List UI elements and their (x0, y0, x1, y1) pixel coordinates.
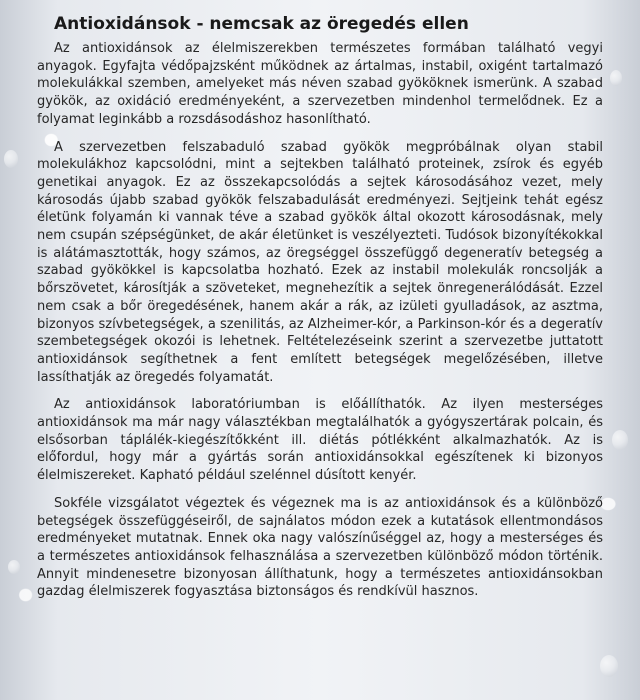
article-paragraph: A szervezetben felszabaduló szabad gyökök megpróbálnak olyan stabil molekulákhoz kapcsolódni, mint a sejtekben található proteinek, zsírok és egyéb genetikai anyagok. Ez az összekapcsolódás a sejtek károsodásához vezet, mely károsodás újabb szabad gyökök felszabadulását eredményezi. Sejtjeink tehát egész életünk folyamán ki vannak téve a szabad gyökök által okozott károsodásnak, mely nem csupán szépségünket, de akár életünket is veszélyezteti. Tudósok bizonyítékokkal is alátámasztották, hogy számos, az öregséggel összefüggő degeneratív betegség a szabad gyökökkel is kapcsolatba hozható. Ezek az instabil molekulák roncsolják a bőrszövetet, károsítják a szöveteket, megnehezítik a sejtek önregenerálódását. Ezzel nem csak a bőr öregedésének, hanem akár a rák, az izületi gyulladások, az asztma, bizonyos szívbetegségek, a szenilitás, az Alzheimer-kór, a Parkinson-kór és a degeratív szembetegségek okozói is lehetnek. Feltételezéseink szerint a szervezetbe juttatott antioxidánsok segíthetnek a fent említett betegségek megelőzésében, illetve lassíthatják az öregedés folyamatát. (37, 139, 603, 385)
water-droplet-decoration (8, 560, 20, 574)
article-paragraph: Az antioxidánsok laboratóriumban is előállíthatók. Az ilyen mesterséges antioxidánsok ma már nagy választékban megtalálhatók a gyógyszertárak polcain, és elsősorban táplálék-kiegészítőkként ill. diétás pótlékként alkalmazhatók. Az is előfordul, hogy már a gyártás során antioxidánsokkal egészítenek ki bizonyos élelmiszereket. Kapható például szelénnel dúsított kenyér. (37, 397, 603, 484)
article (37, 12, 603, 611)
article-title: Antioxidánsok - nemcsak az öregedés ellen (54, 14, 469, 34)
water-droplet-decoration (610, 70, 622, 86)
article-paragraph: Sokféle vizsgálatot végeztek és végeznek ma is az antioxidánsok és a különböző betegségek összefüggéseiről, de sajnálatos módon ezek a kutatások ellentmondásos eredményeket mutatnak. Ennek oka nagy valószínűséggel az, hogy a mesterséges és a természetes antioxidánsok felhasználása a szervezetben különböző módon történik. Annyit mindenesetre bizonyosan állíthatunk, hogy a természetes antioxidánsokban gazdag élelmiszerek fogyasztása biztonságos és rendkívül hasznos. (37, 495, 603, 600)
article-paragraph: Az antioxidánsok az élelmiszerekben természetes formában található vegyi anyagok. Egyfajta védőpajzsként működnek az ártalmas, instabil, oxigént tartalmazó molekulákkal szemben, amelyeket más néven szabad gyököknek ismerünk. A szabad gyökök, az oxidáció eredményeként, a szervezetben mindenhol termelődnek. Ez a folyamat leginkább a rozsdásodáshoz hasonlítható. (37, 41, 603, 127)
water-droplet-decoration (4, 150, 18, 168)
water-droplet-decoration (600, 655, 618, 677)
water-droplet-decoration (612, 430, 628, 450)
